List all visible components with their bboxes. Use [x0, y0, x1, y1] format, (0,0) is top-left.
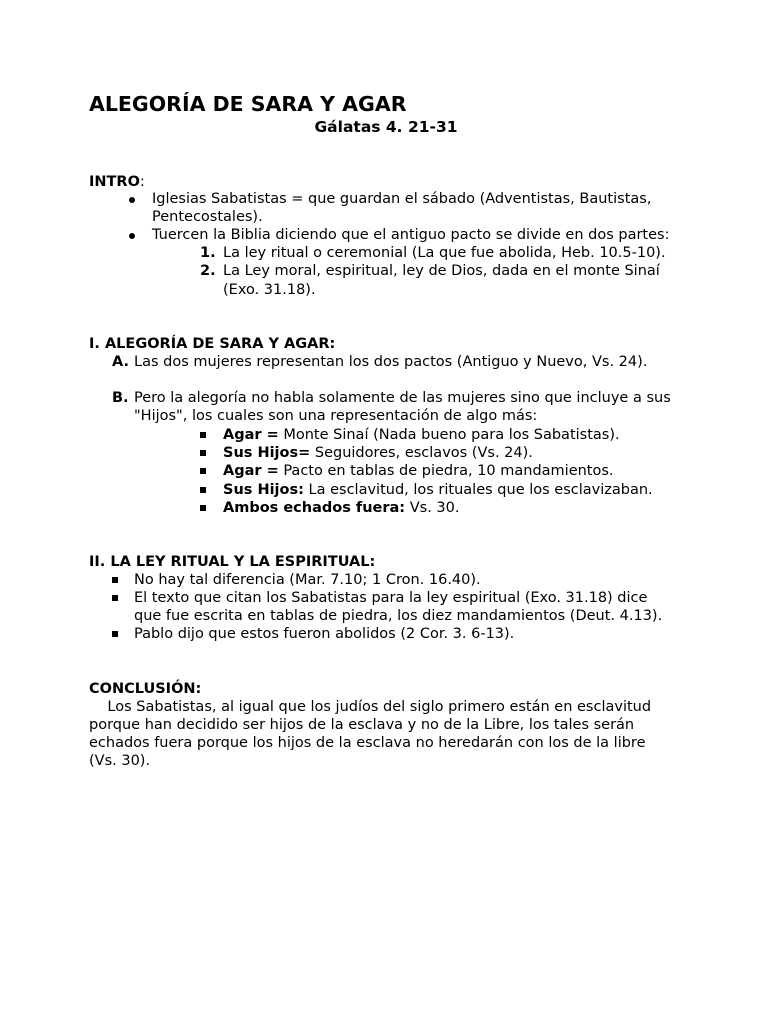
section-1-line: Las dos mujeres representan los dos pactos (Antiguo y Nuevo, Vs. 24).	[134, 354, 648, 370]
section-2-line: que fue escrita en tablas de piedra, los diez mandamientos (Deut. 4.13).	[134, 608, 663, 624]
intro-heading	[89, 173, 145, 191]
conclusion-line: echados fuera porque los hijos de la esclava no heredarán con los de la libre	[89, 735, 646, 751]
letter-marker: B.	[112, 390, 129, 406]
section-1-heading: I. ALEGORÍA DE SARA Y AGAR:	[89, 336, 336, 352]
subitem-text: Pacto en tablas de piedra, 10 mandamientos.	[278, 463, 614, 479]
subitem-term: Agar =	[223, 427, 279, 443]
subitem-line	[223, 426, 620, 444]
letter-marker: A.	[112, 354, 129, 370]
numbered-line: La Ley moral, espiritual, ley de Dios, dada en el monte Sinaí	[223, 263, 660, 279]
subitem-text: Seguidores, esclavos (Vs. 24).	[310, 445, 533, 461]
conclusion-line: (Vs. 30).	[89, 753, 151, 769]
subitem-line	[223, 444, 533, 462]
document-title: ALEGORÍA DE SARA Y AGAR	[89, 92, 407, 116]
intro-bullet-line: Tuercen la Biblia diciendo que el antiguo pacto se divide en dos partes:	[152, 227, 670, 243]
subitem-line	[223, 462, 614, 480]
subitem-term: Sus Hijos:	[223, 482, 304, 498]
subitem-text: Monte Sinaí (Nada bueno para los Sabatistas).	[278, 427, 620, 443]
square-bullet-icon	[200, 432, 206, 438]
conclusion-line: porque han decidido ser hijos de la esclava y no de la Libre, los tales serán	[89, 717, 635, 733]
subitem-text: La esclavitud, los rituales que los esclavizaban.	[303, 482, 653, 498]
square-bullet-icon	[112, 631, 118, 637]
subitem-text: Vs. 30.	[405, 500, 460, 516]
numbered-marker: 2.	[200, 263, 216, 279]
square-bullet-icon	[112, 577, 118, 583]
section-1-line: "Hijos", los cuales son una representación de algo más:	[134, 408, 538, 424]
subitem-term: Ambos echados fuera:	[223, 500, 406, 516]
section-2-heading: II. LA LEY RITUAL Y LA ESPIRITUAL:	[89, 554, 376, 570]
square-bullet-icon	[200, 468, 206, 474]
section-2-line: El texto que citan los Sabatistas para la ley espiritual (Exo. 31.18) dice	[134, 590, 648, 606]
subitem-term: Sus Hijos=	[223, 445, 311, 461]
intro-bullet-line: Iglesias Sabatistas = que guardan el sábado (Adventistas, Bautistas,	[152, 191, 652, 207]
square-bullet-icon	[112, 595, 118, 601]
numbered-marker: 1.	[200, 245, 216, 261]
numbered-line: (Exo. 31.18).	[223, 282, 316, 298]
square-bullet-icon	[200, 487, 206, 493]
bullet-dot-icon	[129, 197, 135, 203]
square-bullet-icon	[200, 505, 206, 511]
subitem-line	[223, 499, 459, 517]
conclusion-line: Los Sabatistas, al igual que los judíos del siglo primero están en esclavitud	[89, 699, 652, 715]
document-subtitle: Gálatas 4. 21-31	[314, 118, 458, 136]
section-2-line: No hay tal diferencia (Mar. 7.10; 1 Cron. 16.40).	[134, 572, 481, 588]
intro-heading-label: INTRO	[89, 174, 140, 190]
intro-heading-colon: :	[139, 174, 145, 190]
subitem-line	[223, 481, 653, 499]
section-2-line: Pablo dijo que estos fueron abolidos (2 Cor. 3. 6-13).	[134, 626, 515, 642]
numbered-line: La ley ritual o ceremonial (La que fue abolida, Heb. 10.5-10).	[223, 245, 666, 261]
conclusion-heading: CONCLUSIÓN:	[89, 681, 202, 697]
bullet-dot-icon	[129, 233, 135, 239]
square-bullet-icon	[200, 450, 206, 456]
intro-bullet-line: Pentecostales).	[152, 209, 263, 225]
subitem-term: Agar =	[223, 463, 279, 479]
section-1-line: Pero la alegoría no habla solamente de las mujeres sino que incluye a sus	[134, 390, 671, 406]
